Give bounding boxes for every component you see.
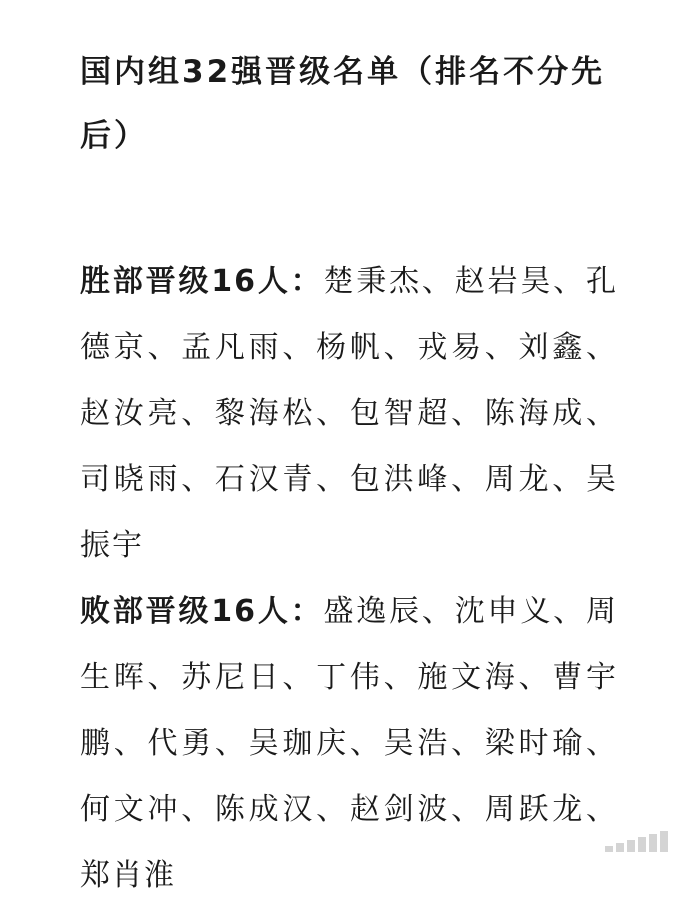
page-title: 国内组32强晋级名单（排名不分先后） [80, 54, 606, 154]
watermark-icon [605, 831, 668, 852]
winners-bracket-names: 楚秉杰、赵岩昊、孔德京、孟凡雨、杨帆、戎易、刘鑫、赵汝亮、黎海松、包智超、陈海成、司晓雨、石汉青、包洪峰、周龙、吴振宇 [80, 264, 619, 563]
winners-bracket-label: 胜部晋级16人： [80, 264, 324, 299]
winners-bracket-section [80, 249, 618, 579]
losers-bracket-names: 盛逸辰、沈申义、周生晖、苏尼日、丁伟、施文海、曹宇鹏、代勇、吴珈庆、吴浩、梁时瑜、何文冲、陈成汉、赵剑波、周跃龙、郑肖淮 [80, 594, 619, 893]
losers-bracket-label: 败部晋级16人： [80, 594, 324, 629]
losers-bracket-section [80, 579, 618, 909]
article [80, 40, 618, 909]
